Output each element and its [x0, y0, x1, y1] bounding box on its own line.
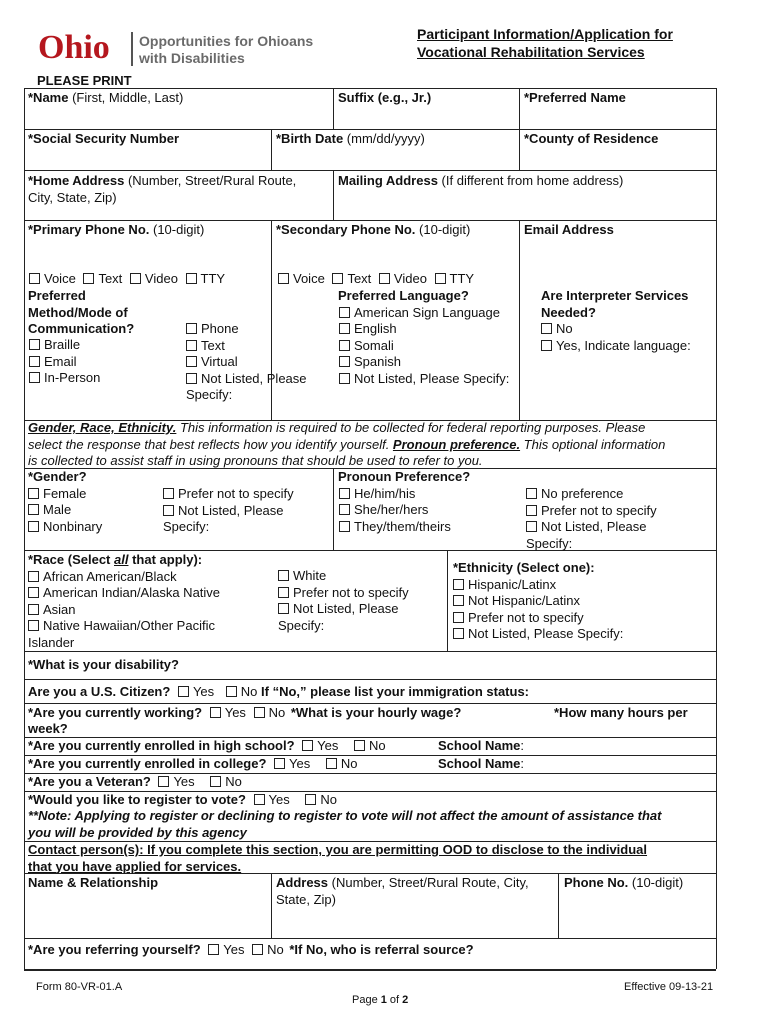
- ohio-logo: [38, 30, 328, 70]
- option-not-hispanic: Not Hispanic/Latinx: [468, 593, 580, 608]
- primary-phone-field-label[interactable]: [28, 222, 204, 239]
- gre-note-text-3: is collected to assist staff in using pronouns that should be used to refer to you.: [28, 453, 483, 468]
- logo-word: Ohio: [38, 29, 110, 66]
- mailing-address-hint: (If different from home address): [437, 173, 624, 188]
- checkbox[interactable]: [526, 521, 537, 532]
- gre-note-text-2b: This optional information: [520, 436, 666, 452]
- option-not-listed: Not Listed, Please: [293, 601, 399, 616]
- working-row: [28, 705, 461, 722]
- checkbox[interactable]: [186, 340, 197, 351]
- referral-source-label: *If No, who is referral source?: [289, 942, 474, 957]
- rule: [558, 873, 559, 938]
- option-native-hawaiian: Native Hawaiian/Other Pacific: [43, 618, 215, 633]
- home-address-label: *Home Address: [28, 173, 125, 188]
- option-they: They/them/theirs: [354, 518, 451, 534]
- school-name-text: School Name: [438, 738, 521, 753]
- option-yes: Yes: [223, 942, 245, 957]
- county-field-label[interactable]: *County of Residence: [524, 131, 659, 146]
- checkbox[interactable]: [541, 323, 552, 334]
- checkbox[interactable]: [28, 571, 39, 582]
- citizen-row: [28, 684, 529, 701]
- checkbox[interactable]: [541, 340, 552, 351]
- checkbox[interactable]: [526, 505, 537, 516]
- communication-label-1: Preferred: [28, 288, 86, 303]
- option-she: She/her/hers: [354, 502, 429, 517]
- college-question: *Are you currently enrolled in college?: [28, 756, 267, 771]
- contact-phone-hint: (10-digit): [628, 875, 684, 890]
- checkbox[interactable]: [302, 740, 313, 751]
- option-prefer-not: Prefer not to specify: [468, 609, 584, 625]
- home-address-hint: (Number, Street/Rural Route,: [124, 173, 297, 188]
- option-white: White: [293, 568, 327, 583]
- checkbox[interactable]: [339, 356, 350, 367]
- option-no: No: [369, 738, 386, 753]
- rule: [271, 873, 272, 938]
- primary-phone-label: *Primary Phone No.: [28, 222, 150, 237]
- ssn-field-label[interactable]: *Social Security Number: [28, 131, 179, 146]
- checkbox[interactable]: [186, 273, 197, 284]
- secondary-phone-field-label[interactable]: [276, 222, 470, 239]
- secondary-phone-label: *Secondary Phone No.: [276, 222, 416, 237]
- option-no: No: [225, 774, 242, 789]
- option-text: Text: [347, 271, 372, 286]
- language-label: Preferred Language?: [338, 288, 469, 303]
- option-not-listed: Not Listed, Please: [178, 502, 284, 518]
- checkbox[interactable]: [210, 707, 221, 718]
- option-african-american: African American/Black: [43, 568, 177, 584]
- rule: [333, 170, 334, 220]
- option-tty: TTY: [449, 271, 475, 286]
- option-not-listed: Not Listed, Please: [541, 519, 647, 534]
- pronoun-section-left: [339, 469, 470, 535]
- page-text: Page: [352, 994, 381, 1006]
- option-no: No: [320, 792, 337, 807]
- option-male: Male: [43, 502, 72, 517]
- gender-race-ethnicity-note: [28, 420, 665, 470]
- option-tty: TTY: [200, 271, 226, 286]
- specify-label: Specify:: [186, 387, 233, 402]
- gre-note-text-2: select the response that best reflects how you identify yourself.: [28, 436, 393, 452]
- option-he: He/him/his: [354, 485, 416, 501]
- rule: [519, 220, 520, 420]
- contact-address-label: Address: [276, 875, 329, 890]
- email-field-label[interactable]: Email Address: [524, 222, 614, 237]
- checkbox[interactable]: [379, 273, 390, 284]
- checkbox[interactable]: [274, 758, 285, 769]
- option-yes: Yes: [173, 774, 195, 789]
- primary-phone-type-row: [29, 271, 225, 288]
- preferred-name-field-label[interactable]: *Preferred Name: [524, 90, 626, 105]
- checkbox[interactable]: [28, 620, 39, 631]
- communication-options-left: [29, 337, 100, 387]
- checkbox[interactable]: [332, 273, 343, 284]
- option-yes: Yes: [317, 738, 339, 753]
- effective-date: Effective 09-13-21: [624, 981, 714, 993]
- checkbox[interactable]: [28, 521, 39, 532]
- school-name-text: School Name: [438, 756, 521, 771]
- colon: :: [520, 756, 524, 771]
- option-asian: Asian: [43, 601, 76, 617]
- rule: [24, 88, 25, 969]
- checkbox[interactable]: [29, 356, 40, 367]
- mailing-address-label: Mailing Address: [338, 173, 438, 188]
- contact-address-field-label[interactable]: [276, 875, 529, 908]
- citizen-question: Are you a U.S. Citizen?: [28, 684, 171, 699]
- option-text: Text: [201, 337, 225, 353]
- rule: [24, 129, 716, 130]
- checkbox[interactable]: [339, 323, 350, 334]
- option-no: No: [267, 942, 284, 957]
- contact-text-2: that you have applied for services.: [28, 858, 242, 874]
- contact-address-hint: (Number, Street/Rural Route, City,: [328, 875, 529, 890]
- option-prefer-not: Prefer not to specify: [293, 584, 409, 600]
- gre-heading: Gender, Race, Ethnicity.: [28, 420, 177, 435]
- rule: [447, 550, 448, 651]
- high-school-name-label[interactable]: [438, 738, 524, 755]
- working-question: *Are you currently working?: [28, 705, 203, 720]
- option-in-person: In-Person: [44, 370, 101, 385]
- race-section-left: [28, 552, 220, 651]
- name-hint: (First, Middle, Last): [68, 90, 184, 105]
- checkbox[interactable]: [252, 944, 263, 955]
- home-address-hint-2: City, State, Zip): [28, 189, 117, 205]
- logo-tagline-1: Opportunities for Ohioans: [139, 33, 314, 49]
- page-number: [352, 992, 408, 1009]
- option-email: Email: [44, 353, 77, 369]
- contact-address-hint-2: State, Zip): [276, 891, 336, 907]
- vote-question: *Would you like to register to vote?: [28, 792, 246, 807]
- page-total: 2: [402, 994, 409, 1006]
- rule: [519, 129, 520, 170]
- option-asl: American Sign Language: [354, 304, 500, 320]
- gre-note-text-1: This information is required to be collected for federal reporting purposes. Please: [176, 420, 646, 435]
- rule: [24, 703, 716, 704]
- option-virtual: Virtual: [201, 354, 238, 369]
- option-yes: Yes, Indicate language:: [556, 337, 691, 353]
- checkbox[interactable]: [278, 603, 289, 614]
- interpreter-label-1: Are Interpreter Services: [541, 288, 689, 303]
- option-not-listed: Not Listed, Please: [201, 370, 307, 386]
- option-text: Text: [98, 271, 123, 286]
- checkbox[interactable]: [29, 339, 40, 350]
- option-yes: Yes: [289, 756, 311, 771]
- race-label-all: all: [114, 552, 129, 567]
- rule: [24, 938, 716, 939]
- birth-date-label: *Birth Date: [276, 131, 344, 146]
- checkbox[interactable]: [158, 776, 169, 787]
- rule: [333, 88, 334, 129]
- vote-note-1: **Note: Applying to register or declining to register to vote will not affect the amount of assistance that: [28, 808, 662, 823]
- checkbox[interactable]: [326, 758, 337, 769]
- checkbox[interactable]: [208, 944, 219, 955]
- vote-row: [28, 792, 337, 809]
- rule: [519, 88, 520, 129]
- suffix-field-label[interactable]: Suffix (e.g., Jr.): [338, 90, 432, 105]
- option-prefer-not: Prefer not to specify: [541, 502, 657, 518]
- pronoun-label: Pronoun Preference?: [338, 469, 471, 484]
- form-title-line-1: Participant Information/Application for: [417, 26, 673, 42]
- checkbox[interactable]: [28, 504, 39, 515]
- checkbox[interactable]: [163, 488, 174, 499]
- option-no: No: [556, 321, 573, 336]
- option-not-listed: Not Listed, Please Specify:: [468, 626, 624, 641]
- pronoun-section-right: [526, 486, 657, 552]
- option-yes: Yes: [192, 684, 215, 699]
- ethnicity-section: [453, 560, 623, 643]
- rule: [24, 88, 716, 89]
- specify-label: Specify:: [278, 617, 325, 633]
- checkbox[interactable]: [83, 273, 94, 284]
- checkbox[interactable]: [163, 505, 174, 516]
- home-address-field-label[interactable]: [28, 173, 296, 206]
- secondary-phone-hint: (10-digit): [415, 222, 471, 237]
- contact-phone-field-label[interactable]: [564, 875, 683, 892]
- birth-date-field-label[interactable]: [276, 131, 425, 148]
- option-no-preference: No preference: [541, 486, 624, 501]
- referral-row: [28, 942, 474, 959]
- checkbox[interactable]: [210, 776, 221, 787]
- checkbox[interactable]: [339, 488, 350, 499]
- gender-label: *Gender?: [28, 469, 87, 484]
- logo-divider: [131, 32, 133, 66]
- checkbox[interactable]: [526, 488, 537, 499]
- checkbox[interactable]: [305, 794, 316, 805]
- checkbox[interactable]: [278, 587, 289, 598]
- checkbox[interactable]: [178, 686, 189, 697]
- interpreter-section: [541, 288, 691, 354]
- option-no: No: [268, 705, 286, 720]
- vote-note-2: you will be provided by this agency: [28, 824, 247, 840]
- rule: [24, 170, 716, 171]
- checkbox[interactable]: [186, 356, 197, 367]
- option-prefer-not: Prefer not to specify: [178, 486, 294, 501]
- form-title-line-2: Vocational Rehabilitation Services: [417, 44, 645, 60]
- colon: :: [520, 738, 524, 753]
- checkbox[interactable]: [339, 340, 350, 351]
- checkbox[interactable]: [186, 323, 197, 334]
- islander-text: Islander: [28, 634, 75, 650]
- name-label: *Name: [28, 90, 69, 105]
- checkbox[interactable]: [278, 570, 289, 581]
- rule: [24, 969, 716, 971]
- checkbox[interactable]: [254, 794, 265, 805]
- option-female: Female: [43, 485, 87, 501]
- contact-text-1: Contact person(s): If you complete this section, you are permitting OOD to disclose to the individual: [28, 842, 648, 857]
- communication-label-3: Communication?: [28, 321, 135, 336]
- option-no: No: [340, 756, 358, 771]
- race-section-right: [278, 568, 409, 634]
- option-somali: Somali: [354, 337, 394, 353]
- checkbox[interactable]: [453, 628, 464, 639]
- hourly-wage-label: *What is your hourly wage?: [290, 705, 462, 720]
- college-row: [28, 756, 358, 773]
- option-phone: Phone: [201, 321, 239, 336]
- option-yes: Yes: [224, 705, 246, 720]
- mailing-address-field-label[interactable]: [338, 173, 623, 190]
- contact-person-note: [28, 842, 647, 875]
- checkbox[interactable]: [29, 372, 40, 383]
- race-label-b: that apply):: [128, 552, 203, 567]
- option-not-listed: Not Listed, Please Specify:: [354, 370, 510, 386]
- form-number: Form 80-VR-01.A: [36, 981, 123, 993]
- rule: [271, 129, 272, 170]
- specify-label: Specify:: [163, 519, 210, 534]
- rule: [24, 679, 716, 680]
- race-label: [28, 552, 202, 567]
- rule: [24, 220, 716, 221]
- secondary-phone-type-row: [278, 271, 474, 288]
- communication-label-2: Method/Mode of: [28, 304, 128, 320]
- ethnicity-label: *Ethnicity (Select one):: [453, 560, 595, 575]
- contact-phone-label: Phone No.: [564, 875, 629, 890]
- referral-question: *Are you referring yourself?: [28, 942, 201, 957]
- checkbox[interactable]: [453, 595, 464, 606]
- race-label-a: *Race (Select: [28, 552, 114, 567]
- contact-name-field-label[interactable]: Name & Relationship: [28, 875, 159, 890]
- checkbox[interactable]: [28, 604, 39, 615]
- rule: [333, 468, 334, 550]
- checkbox[interactable]: [29, 273, 40, 284]
- page-current: 1: [380, 994, 387, 1006]
- please-print: PLEASE PRINT: [37, 73, 132, 88]
- checkbox[interactable]: [226, 686, 237, 697]
- hours-per-week-label-2: week?: [28, 721, 68, 736]
- option-nonbinary: Nonbinary: [43, 518, 103, 534]
- gender-section-right: [163, 486, 294, 536]
- option-voice: Voice: [293, 271, 325, 286]
- option-american-indian: American Indian/Alaska Native: [43, 585, 221, 600]
- checkbox[interactable]: [186, 373, 197, 384]
- checkbox[interactable]: [435, 273, 446, 284]
- communication-label: [28, 288, 134, 338]
- primary-phone-hint: (10-digit): [149, 222, 205, 237]
- birth-date-hint: (mm/dd/yyyy): [343, 131, 425, 146]
- veteran-question: *Are you a Veteran?: [28, 774, 151, 789]
- name-field-label[interactable]: [28, 90, 183, 107]
- gender-section-left: [28, 469, 102, 535]
- rule: [716, 88, 717, 969]
- veteran-row: [28, 774, 242, 791]
- checkbox[interactable]: [339, 307, 350, 318]
- interpreter-label-2: Needed?: [541, 304, 596, 320]
- option-yes: Yes: [268, 792, 290, 807]
- checkbox[interactable]: [354, 740, 365, 751]
- checkbox[interactable]: [254, 707, 265, 718]
- checkbox[interactable]: [453, 579, 464, 590]
- high-school-row: [28, 738, 386, 755]
- option-video: Video: [144, 271, 178, 286]
- pronoun-heading: Pronoun preference.: [392, 436, 521, 452]
- specify-label: Specify:: [526, 535, 573, 551]
- vote-note: [28, 808, 661, 841]
- option-no: No: [240, 684, 258, 699]
- option-hispanic: Hispanic/Latinx: [468, 576, 557, 592]
- checkbox[interactable]: [339, 504, 350, 515]
- checkbox[interactable]: [339, 521, 350, 532]
- immigration-status-label: If “No,” please list your immigration status:: [257, 684, 530, 699]
- college-name-label[interactable]: [438, 756, 524, 773]
- high-school-question: *Are you currently enrolled in high school?: [28, 738, 295, 753]
- rule: [24, 651, 716, 652]
- checkbox[interactable]: [130, 273, 141, 284]
- disability-field-label[interactable]: *What is your disability?: [28, 657, 179, 672]
- checkbox[interactable]: [28, 587, 39, 598]
- page-of: of: [386, 994, 403, 1006]
- language-section: [339, 288, 509, 387]
- communication-options-right: [186, 321, 307, 404]
- hours-per-week-label: *How many hours per: [554, 705, 688, 720]
- option-voice: Voice: [44, 271, 76, 286]
- option-video: Video: [393, 271, 427, 286]
- checkbox[interactable]: [278, 273, 289, 284]
- option-spanish: Spanish: [354, 354, 401, 369]
- option-braille: Braille: [44, 337, 81, 352]
- checkbox[interactable]: [339, 373, 350, 384]
- checkbox[interactable]: [28, 488, 39, 499]
- checkbox[interactable]: [453, 612, 464, 623]
- option-english: English: [354, 321, 397, 336]
- logo-tagline-2: with Disabilities: [139, 50, 245, 66]
